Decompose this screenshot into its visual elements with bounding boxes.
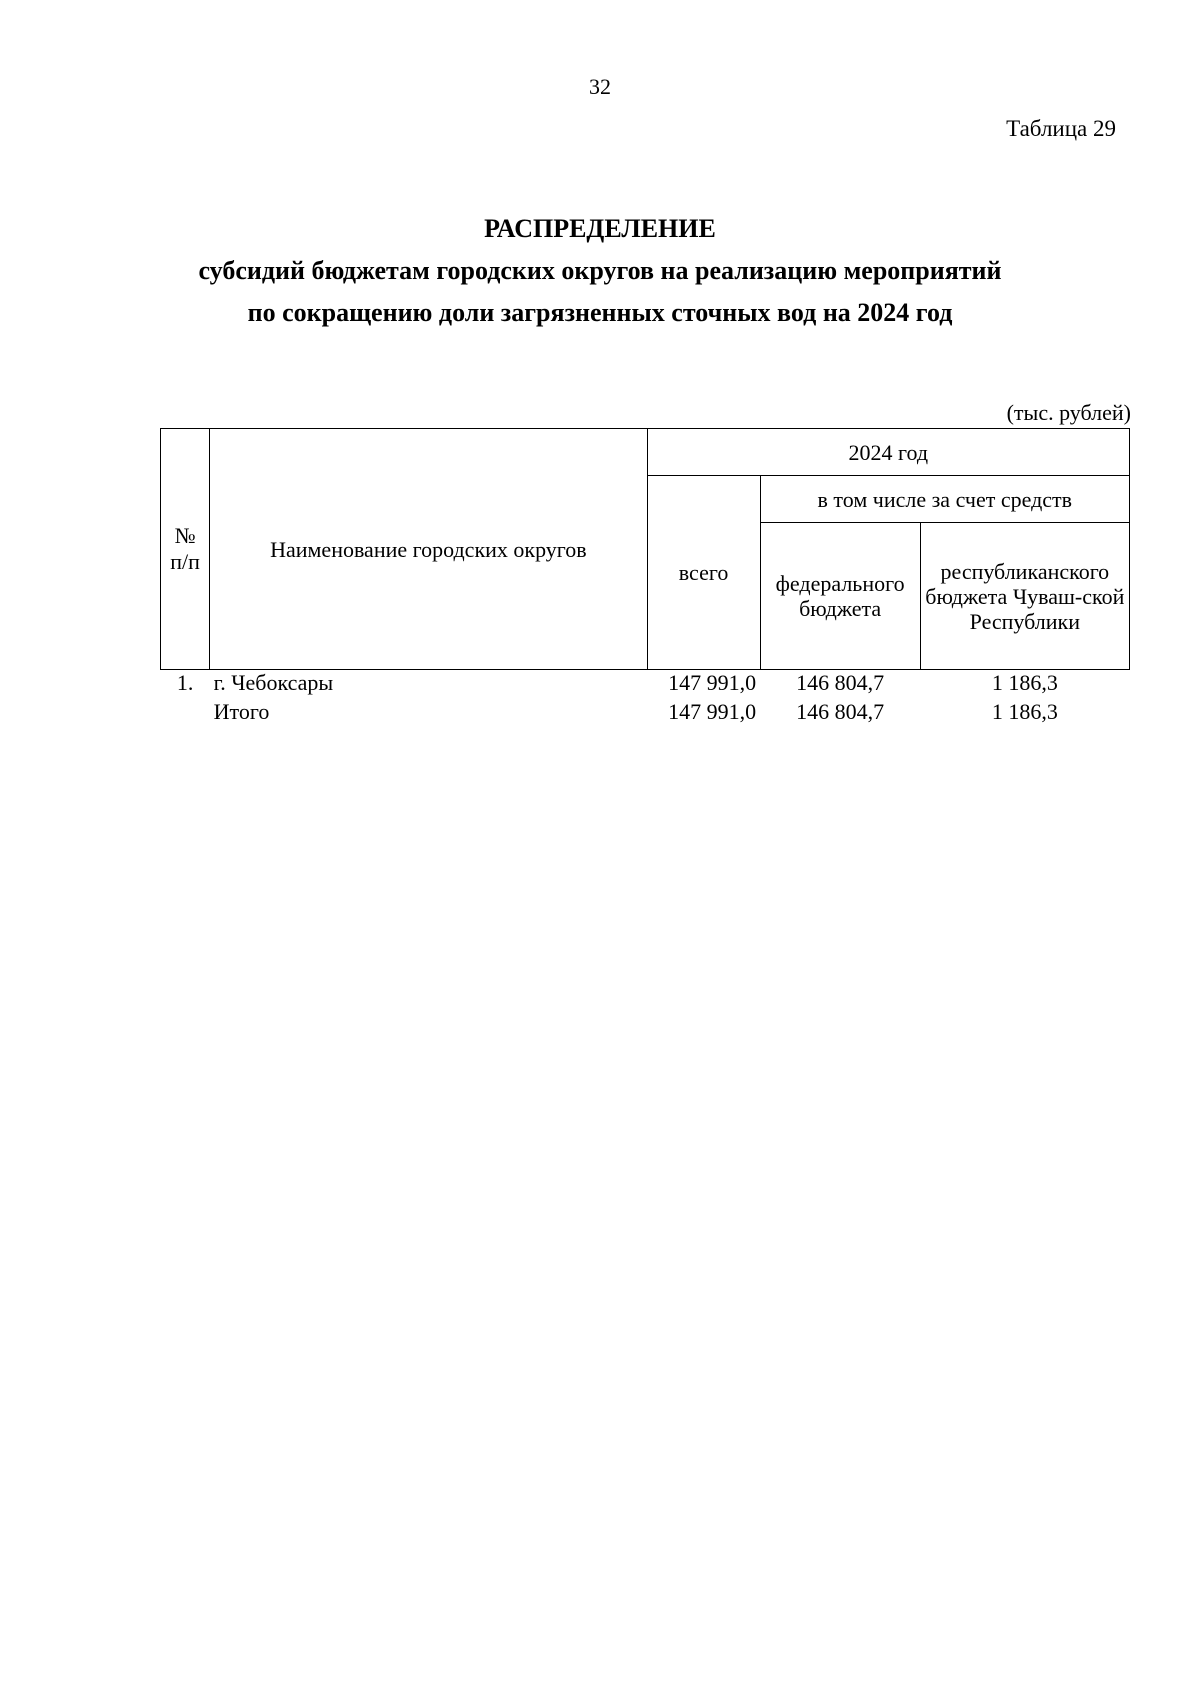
title-line-3: по сокращению доли загрязненных сточных вод на 2024 год [247, 298, 953, 327]
page-number: 32 [589, 74, 611, 99]
cell-republic: 1 186,3 [991, 670, 1058, 695]
header-year: 2024 год [647, 429, 1129, 476]
table-number-label: Таблица 29 [1006, 116, 1116, 141]
cell-total: 147 991,0 [668, 670, 757, 695]
cell-district-name: г. Чебоксары [213, 670, 334, 695]
units-note: (тыс. рублей) [1006, 400, 1131, 425]
header-number-pp: п/п [170, 549, 200, 574]
title-line-2: субсидий бюджетам городских округов на реализацию мероприятий [198, 256, 1002, 285]
cell-total: 147 991,0 [668, 699, 757, 724]
header-federal-budget: федерального бюджета [760, 523, 920, 670]
header-total: всего [647, 476, 760, 670]
cell-federal: 146 804,7 [796, 670, 885, 695]
cell-number: 1. [176, 670, 194, 695]
cell-number [161, 699, 210, 728]
header-number [161, 429, 210, 670]
header-number-sign: № [174, 523, 196, 548]
distribution-table [160, 428, 1130, 728]
table-row [161, 670, 1130, 700]
document-title [0, 208, 1200, 334]
cell-federal: 146 804,7 [796, 699, 885, 724]
header-district-name: Наименование городских округов [210, 429, 647, 670]
header-republic-budget: республиканского бюджета Чуваш-ской Республики [920, 523, 1129, 670]
cell-republic: 1 186,3 [991, 699, 1058, 724]
cell-district-name: Итого [213, 699, 270, 724]
header-including: в том числе за счет средств [760, 476, 1129, 523]
table-row-total [161, 699, 1130, 728]
title-line-1: РАСПРЕДЕЛЕНИЕ [484, 214, 716, 243]
